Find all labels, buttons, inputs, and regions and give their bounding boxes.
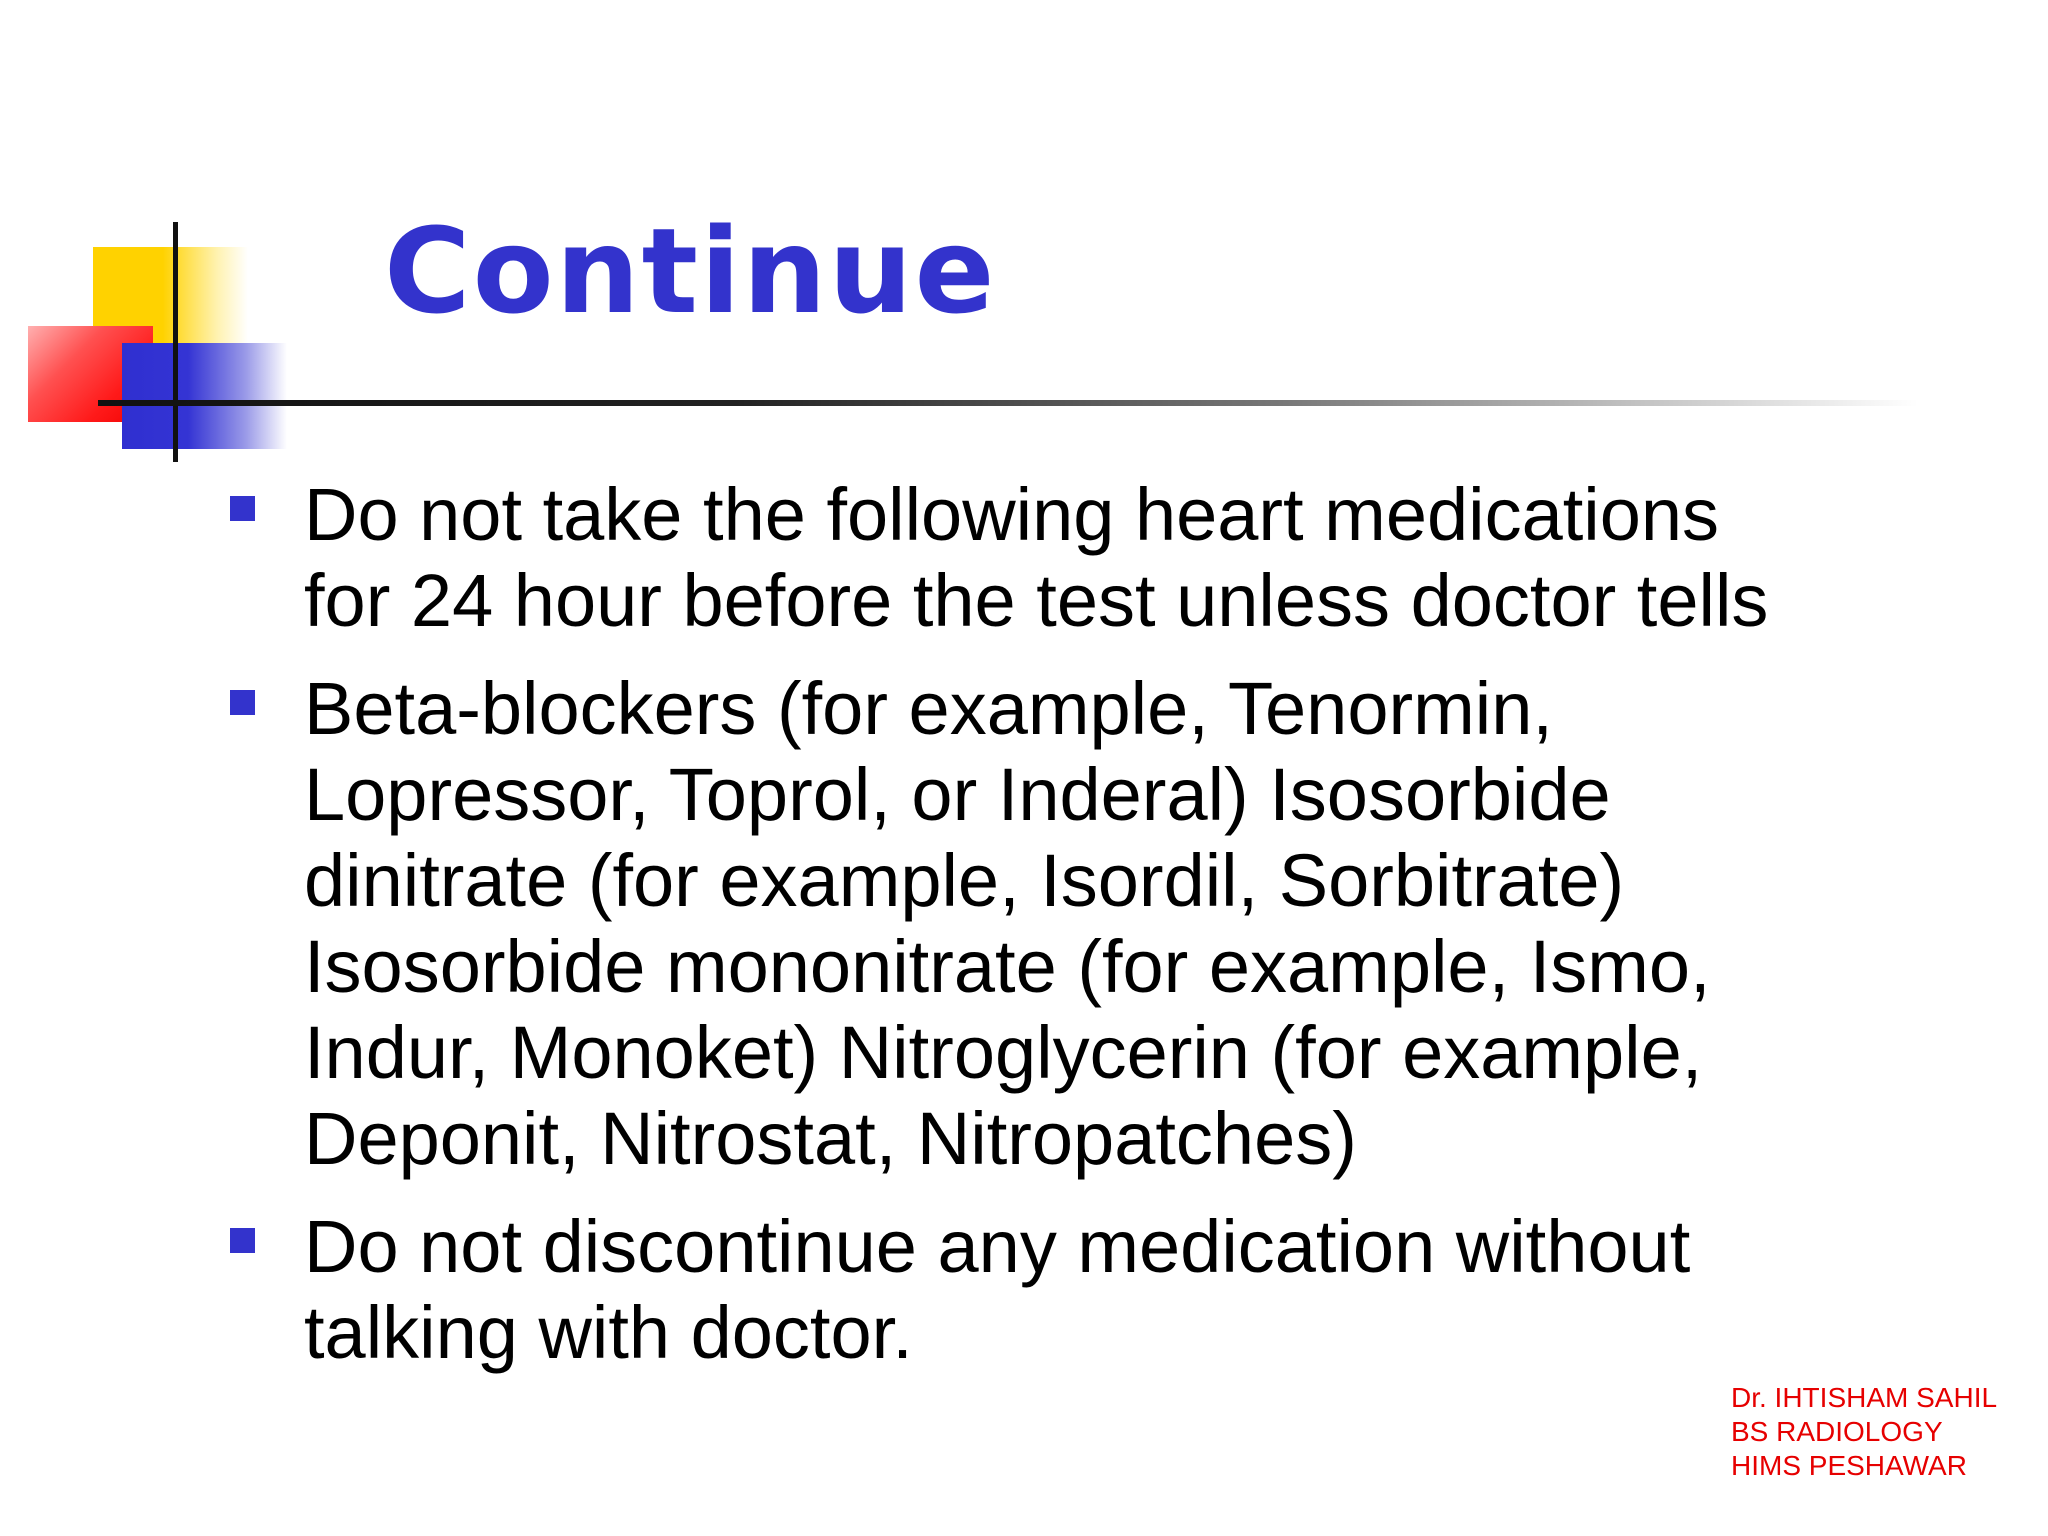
title-underline: [98, 400, 1918, 406]
author-credit: [1731, 1381, 1997, 1483]
decorative-vertical-line: [173, 222, 178, 462]
square-bullet-icon: [230, 496, 255, 521]
slide-title: Continue: [384, 202, 997, 340]
bullet-text: Do not discontinue any medication without talking with doctor.: [304, 1205, 1691, 1374]
bullet-item: [228, 1204, 1948, 1376]
decorative-blue-block: [122, 343, 287, 449]
bullet-text: Beta-blockers (for example, Tenormin, Lopressor, Toprol, or Inderal) Isosorbide dinitrate (for example, Isordil, Sorbitrate) Isosorbide mononitrate (for example, Ismo, Indur, Monoket) Nitroglycerin (for example, Deponit, Nitrostat, Nitropatches): [304, 667, 1711, 1180]
credit-name: Dr. IHTISHAM SAHIL: [1731, 1382, 1998, 1413]
credit-institute: HIMS PESHAWAR: [1731, 1450, 1967, 1481]
bullet-text: Do not take the following heart medications for 24 hour before the test unless doctor tells: [304, 473, 1769, 642]
credit-degree: BS RADIOLOGY: [1731, 1416, 1943, 1447]
bullet-list: [228, 472, 1948, 1398]
bullet-item: [228, 666, 1948, 1182]
square-bullet-icon: [230, 1228, 255, 1253]
bullet-item: [228, 472, 1948, 644]
square-bullet-icon: [230, 690, 255, 715]
